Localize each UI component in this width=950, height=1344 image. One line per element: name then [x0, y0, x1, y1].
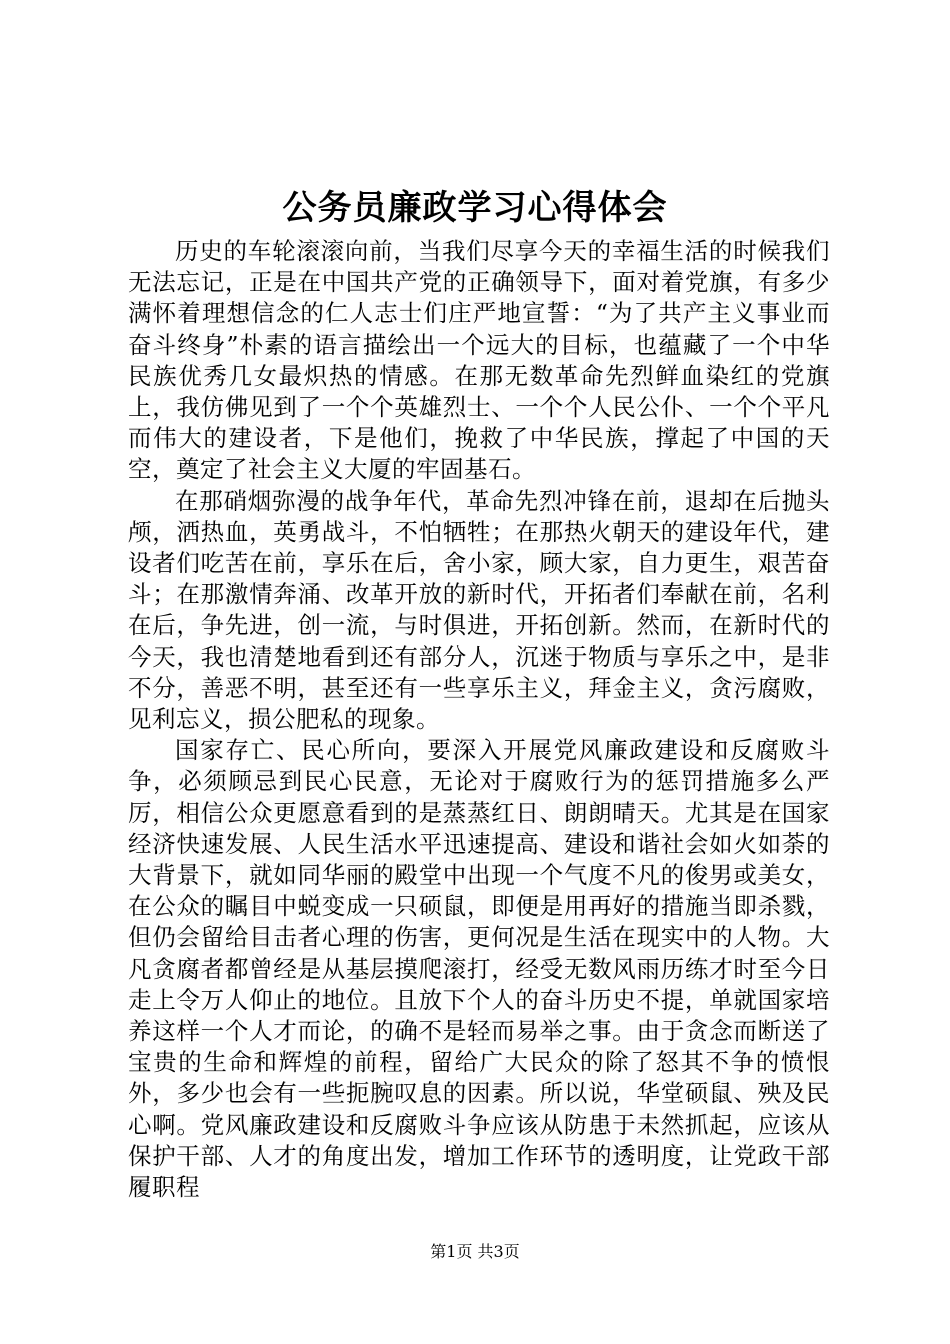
document-body [128, 236, 830, 1203]
paragraph: 在那硝烟弥漫的战争年代，革命先烈冲锋在前，退却在后抛头颅，洒热血，英勇战斗，不怕牺牲；在那热火朝天的建设年代，建设者们吃苦在前，享乐在后，舍小家，顾大家，自力更生，艰苦奋斗；在那激情奔涌、改革开放的新时代，开拓者们奉献在前，名利在后，争先进，创一流，与时俱进，开拓创新。然而，在新时代的今天，我也清楚地看到还有部分人，沉迷于物质与享乐之中，是非不分，善恶不明，甚至还有一些享乐主义，拜金主义，贪污腐败，见利忘义，损公肥私的现象。 [128, 486, 830, 734]
paragraph: 历史的车轮滚滚向前，当我们尽享今天的幸福生活的时候我们无法忘记，正是在中国共产党的正确领导下，面对着党旗，有多少满怀着理想信念的仁人志士们庄严地宣誓：“为了共产主义事业而奋斗终身”朴素的语言描绘出一个远大的目标，也蕴藏了一个中华民族优秀几女最炽热的情感。在那无数革命先烈鲜血染红的党旗上，我仿佛见到了一个个英雄烈士、一个个人民公仆、一个个平凡而伟大的建设者，下是他们，挽救了中华民族，撑起了中国的天空，奠定了社会主义大厦的牢固基石。 [128, 237, 830, 484]
paragraph: 国家存亡、民心所向，要深入开展党风廉政建设和反腐败斗争，必须顾忌到民心民意，无论对于腐败行为的惩罚措施多么严厉，相信公众更愿意看到的是蒸蒸红日、朗朗晴天。尤其是在国家经济快速发展、人民生活水平迅速提高、建设和谐社会如火如荼的大背景下，就如同华丽的殿堂中出现一个气度不凡的俊男或美女，在公众的瞩目中蜕变成一只硕鼠，即便是用再好的措施当即杀戮，但仍会留给目击者心理的伤害，更何况是生活在现实中的人物。大凡贪腐者都曾经是从基层摸爬滚打，经受无数风雨历练才时至今日走上令万人仰止的地位。且放下个人的奋斗历史不提，单就国家培养这样一个人才而论，的确不是轻而易举之事。由于贪念而断送了宝贵的生命和辉煌的前程，留给广大民众的除了怒其不争的愤恨外，多少也会有一些扼腕叹息的因素。所以说，华堂硕鼠、殃及民心啊。党风廉政建设和反腐败斗争应该从防患于未然抓起，应该从保护干部、人才的角度出发，增加工作环节的透明度，让党政干部履职程 [128, 736, 830, 1202]
document-title: 公务员廉政学习心得体会 [282, 188, 668, 228]
page-number-footer: 第1页 共3页 [430, 1242, 520, 1261]
